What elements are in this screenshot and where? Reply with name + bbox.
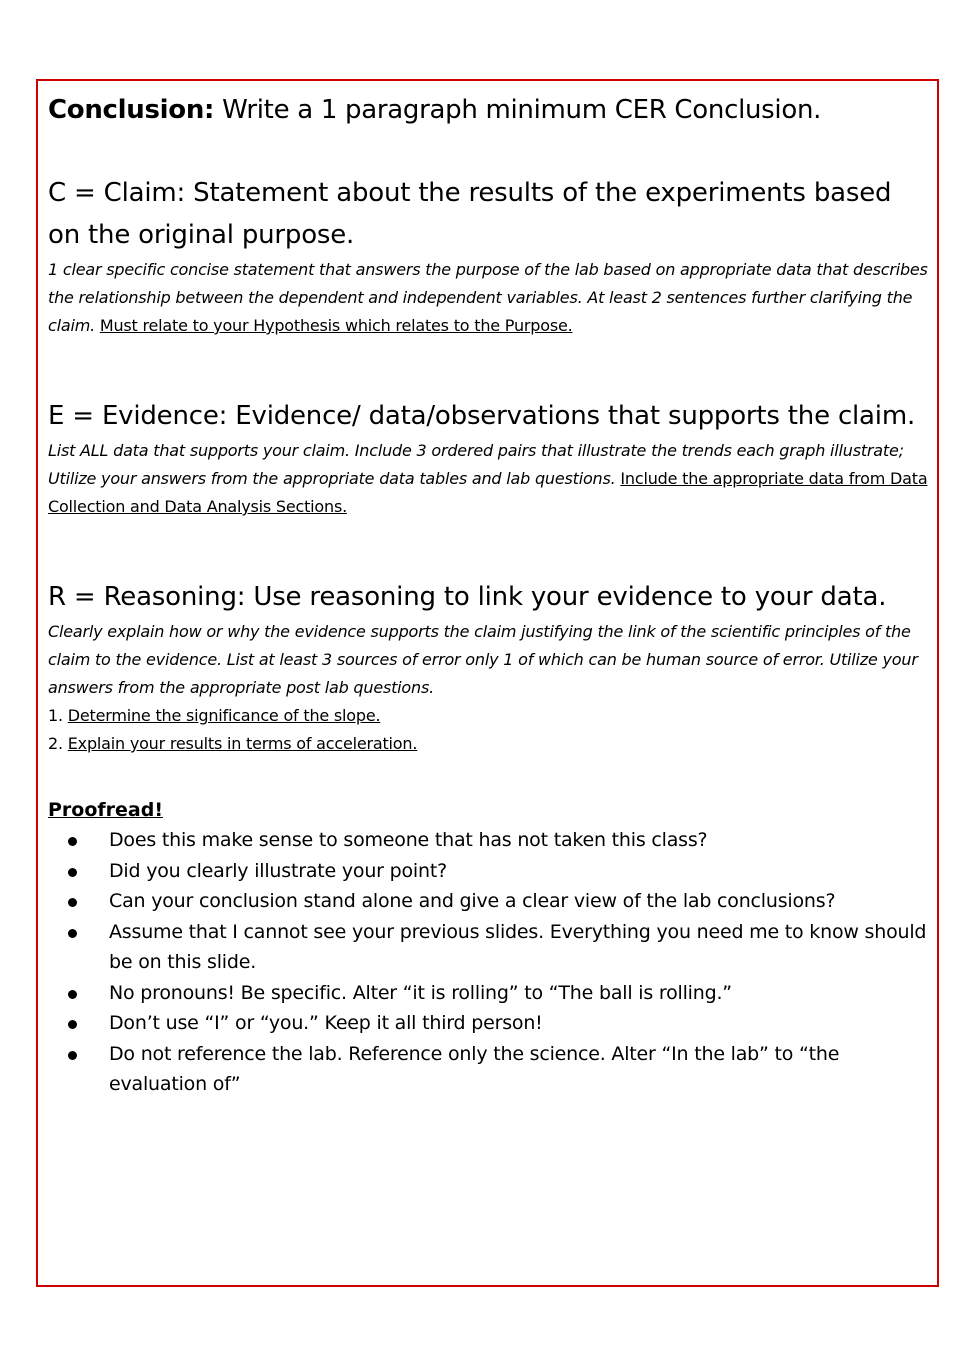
list-item: [48, 1039, 928, 1100]
reasoning-item: [48, 702, 928, 730]
list-item: [48, 825, 928, 856]
claim-section: [48, 172, 928, 340]
list-item: [48, 856, 928, 887]
list-item-text: Do not reference the lab. Reference only the science. Alter “In the lab” to “the evaluation of”: [109, 1042, 840, 1095]
list-item: [48, 917, 928, 978]
bullet-icon: [68, 1051, 77, 1060]
evidence-heading: E = Evidence: Evidence/ data/observations that supports the claim.: [48, 401, 916, 431]
proofread-list: [48, 825, 928, 1100]
evidence-description: [48, 437, 928, 521]
list-item-text: Did you clearly illustrate your point?: [109, 859, 447, 882]
reasoning-item-text: Determine the significance of the slope.: [67, 706, 381, 725]
title-text: Write a 1 paragraph minimum CER Conclusion.: [214, 95, 822, 125]
page-title: [48, 88, 928, 132]
list-item: [48, 886, 928, 917]
reasoning-heading: R = Reasoning: Use reasoning to link your evidence to your data.: [48, 582, 887, 612]
bullet-icon: [68, 990, 77, 999]
document-body: [48, 88, 928, 1100]
list-item: [48, 1008, 928, 1039]
bullet-icon: [68, 837, 77, 846]
list-item-text: Don’t use “I” or “you.” Keep it all third person!: [109, 1012, 543, 1034]
reasoning-item-text: Explain your results in terms of acceleration.: [67, 734, 418, 753]
claim-heading: C = Claim: Statement about the results of the experiments based on the original purpose.: [48, 178, 892, 250]
reasoning-description: Clearly explain how or why the evidence supports the claim justifying the link of the scientific principles of the claim to the evidence. List at least 3 sources of error only 1 of which can be human source of error. Utilize your answers from the appropriate post lab questions.: [48, 622, 918, 697]
list-item-text: Assume that I cannot see your previous slides. Everything you need me to know should be on this slide.: [109, 920, 927, 973]
list-item-text: No pronouns! Be specific. Alter “it is rolling” to “The ball is rolling.”: [109, 981, 732, 1004]
bullet-icon: [68, 868, 77, 877]
spacer: [48, 758, 928, 795]
spacer: [48, 132, 928, 172]
list-item-text: Does this make sense to someone that has not taken this class?: [109, 829, 708, 851]
proofread-section: [48, 795, 928, 1100]
evidence-section: [48, 395, 928, 521]
claim-description: [48, 256, 928, 340]
list-item-text: Can your conclusion stand alone and give a clear view of the lab conclusions?: [109, 890, 836, 912]
bullet-icon: [68, 929, 77, 938]
reasoning-item: [48, 730, 928, 758]
reasoning-item-number: 2.: [48, 734, 68, 753]
list-item: [48, 978, 928, 1009]
claim-underline-text: Must relate to your Hypothesis which relates to the Purpose.: [99, 316, 573, 335]
claim-desc-text: 1 clear specific concise statement that answers the purpose of the lab based on appropriate data that describes the relationship between the dependent and independent variables. At least 2 sentences further clarifying the claim.: [48, 260, 928, 335]
title-label: Conclusion:: [48, 95, 215, 125]
evidence-desc-text: List ALL data that supports your claim. Include 3 ordered pairs that illustrate the trends each graph illustrate; Utilize your answers from the appropriate data tables and lab questions.: [48, 441, 904, 488]
bullet-icon: [68, 898, 77, 907]
bullet-icon: [68, 1020, 77, 1029]
spacer: [48, 340, 928, 395]
proofread-title: Proofread!: [48, 799, 164, 821]
reasoning-item-number: 1.: [48, 706, 68, 725]
spacer: [48, 521, 928, 576]
evidence-underline-text: Include the appropriate data from Data Collection and Data Analysis Sections.: [48, 469, 928, 516]
reasoning-section: [48, 576, 928, 758]
